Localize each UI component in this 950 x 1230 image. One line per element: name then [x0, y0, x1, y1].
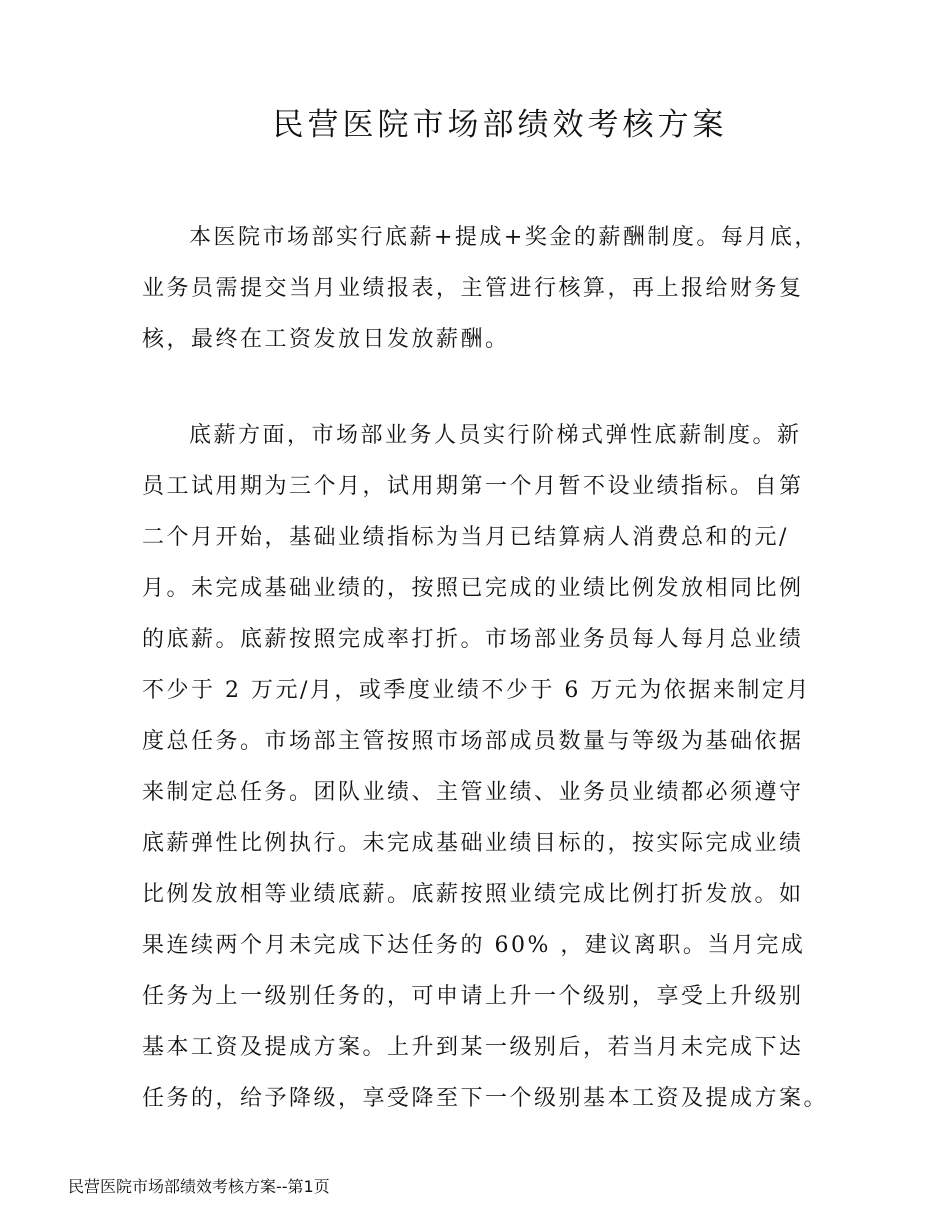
- paragraph-line: 底薪方面，市场部业务人员实行阶梯式弹性底薪制度。新: [189, 423, 802, 448]
- paragraph-line: 来制定总任务。团队业绩、主管业绩、业务员业绩都必须遵守: [142, 780, 804, 805]
- paragraph-line: 比例发放相等业绩底薪。底薪按照业绩完成比例打折发放。如: [142, 882, 804, 907]
- paragraph-line: 底薪弹性比例执行。未完成基础业绩目标的，按实际完成业绩: [142, 831, 804, 856]
- paragraph-line: 二个月开始，基础业绩指标为当月已结算病人消费总和的元/: [142, 525, 789, 550]
- paragraph-line: 果连续两个月未完成下达任务的 60% ，建议离职。当月完成: [142, 933, 806, 958]
- paragraph-base-salary: [142, 410, 842, 1124]
- paragraph-line: 月。未完成基础业绩的，按照已完成的业绩比例发放相同比例: [142, 576, 804, 601]
- page-footer: 民营医院市场部绩效考核方案--第1页: [68, 1177, 330, 1196]
- paragraph-salary-structure: [142, 212, 842, 365]
- paragraph-line: 基本工资及提成方案。上升到某一级别后，若当月未完成下达: [142, 1035, 804, 1060]
- paragraph-line: 不少于 2 万元/月，或季度业绩不少于 6 万元为依据来制定月: [142, 678, 811, 703]
- paragraph-line: 的底薪。底薪按照完成率打折。市场部业务员每人每月总业绩: [142, 627, 804, 652]
- paragraph-line: 本医院市场部实行底薪+提成+奖金的薪酬制度。每月底，: [189, 225, 819, 250]
- paragraph-line: 度总任务。市场部主管按照市场部成员数量与等级为基础依据: [142, 729, 804, 754]
- paragraph-line: 核，最终在工资发放日发放薪酬。: [142, 327, 510, 352]
- page-title: 民营医院市场部绩效考核方案: [272, 107, 728, 143]
- paragraph-line: 任务为上一级别任务的，可申请上升一个级别，享受上升级别: [142, 984, 804, 1009]
- paragraph-line: 员工试用期为三个月，试用期第一个月暂不设业绩指标。自第: [142, 474, 804, 499]
- paragraph-line: 任务的，给予降级，享受降至下一个级别基本工资及提成方案。: [142, 1086, 829, 1111]
- paragraph-line: 业务员需提交当月业绩报表，主管进行核算，再上报给财务复: [142, 276, 804, 301]
